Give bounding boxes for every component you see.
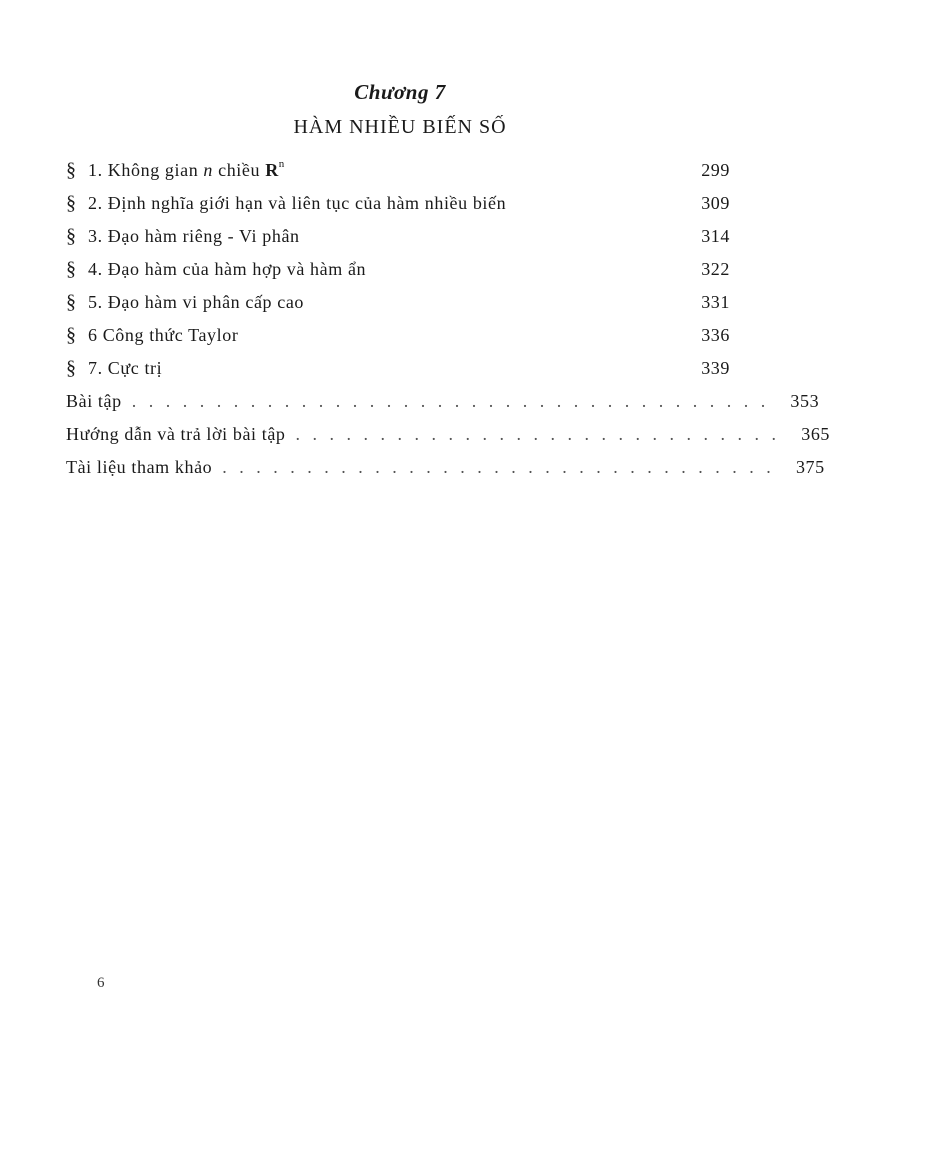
page-number: 6 [97,975,105,991]
toc-entry-section-7[interactable] [66,352,730,385]
toc-entry-page: 353 [790,391,820,411]
dot-leader: . . . . . . . . . . . . . . . . . . . . . . . . . . . . . . . . . . . . . . [131,391,770,411]
toc-entry-page: 314 [701,226,730,246]
table-of-contents [66,154,831,484]
section-symbol: § [66,192,77,214]
toc-entry-references[interactable] [66,451,825,484]
toc-entry-page: 309 [701,193,730,213]
section-symbol: § [66,291,77,313]
toc-entry-title: Hướng dẫn và trả lời bài tập [66,424,286,444]
chapter-label: Chương 7 [354,80,446,104]
dot-leader: . . . . . . . . . . . . . . . . . . . . . . . . . . . . . . . . . [222,457,775,477]
toc-entry-section-6[interactable] [66,319,730,352]
section-symbol: § [66,324,77,346]
section-symbol: § [66,159,77,181]
toc-entry-title: Tài liệu tham khảo [66,457,213,477]
toc-entry-title: 3. Đạo hàm riêng - Vi phân [88,226,300,246]
toc-entry-section-1[interactable] [66,154,730,187]
section-symbol: § [66,225,77,247]
toc-entry-page: 339 [701,358,730,378]
toc-entry-title: 1. Không gian n chiều $R^n$ [88,158,285,180]
chapter-title: HÀM NHIỀU BIẾN SỐ [293,116,507,138]
toc-entry-title: 6 Công thức Taylor [88,325,239,345]
toc-entry-title: 5. Đạo hàm vi phân cấp cao [88,292,305,312]
toc-entry-title: 7. Cực trị [88,358,163,378]
toc-entry-page: 336 [701,325,730,345]
section-symbol: § [66,357,77,379]
dot-leader: . . . . . . . . . . . . . . . . . . . . . . . . . . . . . [295,424,781,444]
toc-entry-section-4[interactable] [66,253,730,286]
toc-entry-page: 375 [795,457,825,477]
toc-entry-title: 4. Đạo hàm của hàm hợp và hàm ẩn [88,259,367,279]
toc-entry-page: 322 [701,259,730,279]
section-symbol: § [66,258,77,280]
toc-entry-title: Bài tập [66,391,122,411]
toc-entry-section-3[interactable] [66,220,730,253]
toc-entry-exercises[interactable] [66,385,820,418]
toc-entry-page: 299 [701,160,730,180]
toc-entry-page: 365 [801,424,831,444]
toc-entry-page: 331 [701,292,730,312]
toc-entry-answers[interactable] [66,418,831,451]
toc-entry-section-5[interactable] [66,286,730,319]
toc-entry-section-2[interactable] [66,187,730,220]
toc-entry-title: 2. Định nghĩa giới hạn và liên tục của hàm nhiều biến [88,193,507,213]
